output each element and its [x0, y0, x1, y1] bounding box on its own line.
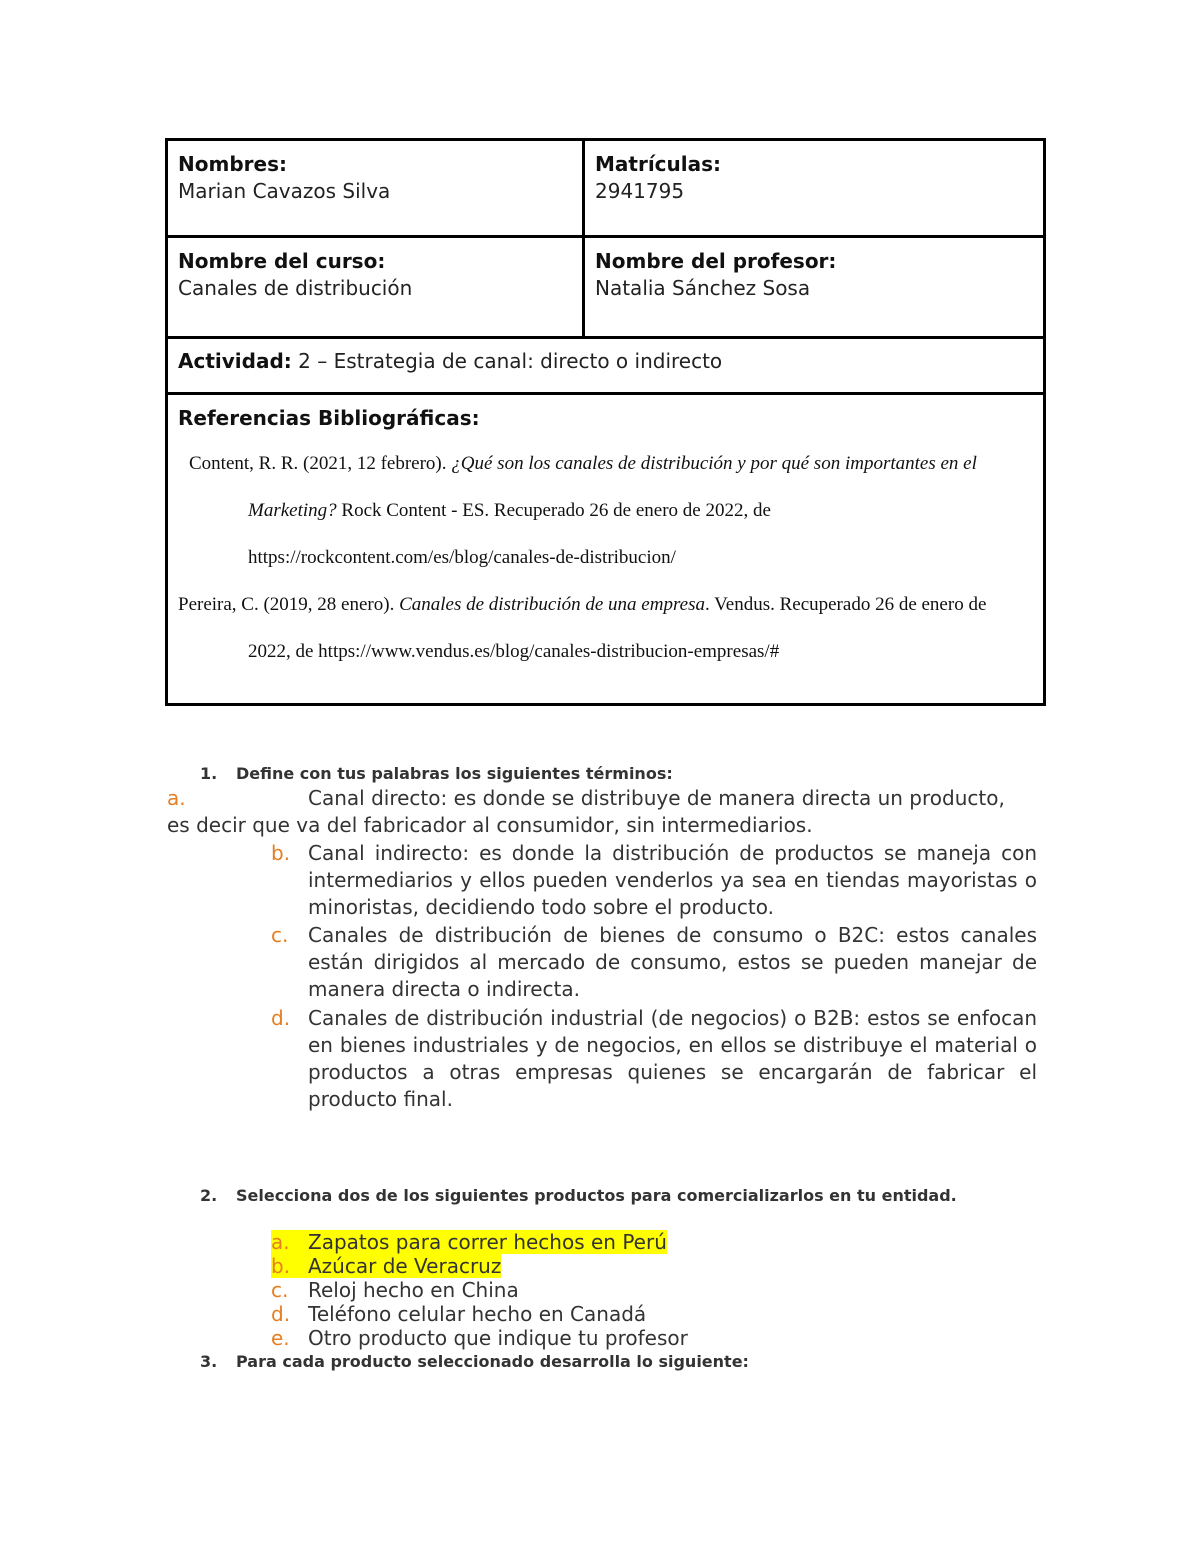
option-text: Otro producto que indique tu profesor	[308, 1326, 688, 1350]
curso-label: Nombre del curso:	[178, 249, 386, 273]
question-1-title: Define con tus palabras los siguientes términos:	[236, 764, 673, 783]
option-letter: e.	[271, 1326, 290, 1350]
reference-2-line-1	[178, 585, 1033, 632]
reference-1-author: Content, R. R. (2021, 12 febrero).	[189, 453, 452, 474]
question-2-heading	[200, 1184, 1040, 1208]
item-text: Canal indirecto: es donde la distribución de productos se maneja con intermediarios y ellos pueden venderlos ya sea en tiendas mayoristas o minoristas, decidiendo todo sobre el producto.	[308, 841, 1037, 919]
item-text: Canales de distribución de bienes de consumo o B2C: estos canales están dirigidos al mercado de consumo, estos se pueden manejar de manera directa o indirecta.	[308, 923, 1037, 1001]
option-text: Teléfono celular hecho en Canadá	[308, 1302, 647, 1326]
reference-1-line-1	[178, 444, 1033, 491]
question-2-number: 2.	[200, 1186, 218, 1205]
reference-1-source: Rock Content - ES. Recuperado 26 de enero de 2022, de	[336, 500, 771, 521]
reference-2-title: Canales de distribución de una empresa	[399, 594, 705, 615]
question-1-heading	[200, 762, 1040, 786]
matriculas-value: 2941795	[595, 179, 685, 203]
reference-2-line-2: 2022, de https://www.vendus.es/blog/canales-distribucion-empresas/#	[248, 641, 780, 662]
question-3-number: 3.	[200, 1352, 218, 1371]
question-1-number: 1.	[200, 764, 218, 783]
item-text-line2: es decir que va del fabricador al consumidor, sin intermediarios.	[167, 813, 813, 837]
nombres-value: Marian Cavazos Silva	[178, 179, 391, 203]
referencias-cell	[167, 394, 1045, 705]
item-text: Canales de distribución industrial (de negocios) o B2B: estos se enfocan en bienes industriales y de negocios, en ellos se distribuye el material o productos a otras empresas quienes se encargarán de fabricar el producto final.	[308, 1006, 1037, 1111]
profesor-value: Natalia Sánchez Sosa	[595, 276, 811, 300]
profesor-label: Nombre del profesor:	[595, 249, 837, 273]
curso-cell	[167, 237, 584, 338]
question-3-heading	[200, 1350, 1040, 1374]
item-letter: a.	[167, 786, 186, 810]
reference-1-title-cont: Marketing?	[248, 500, 337, 521]
option-text: Zapatos para correr hechos en Perú	[308, 1230, 667, 1254]
matriculas-cell	[584, 140, 1045, 237]
info-table	[165, 138, 1046, 706]
nombres-label: Nombres:	[178, 152, 287, 176]
item-text-line1: Canal directo: es donde se distribuye de manera directa un producto,	[308, 786, 1005, 810]
actividad-value: 2 – Estrategia de canal: directo o indirecto	[291, 349, 723, 373]
referencias-label: Referencias Bibliográficas:	[178, 406, 480, 430]
references-list	[178, 444, 1033, 679]
item-letter: b.	[271, 841, 291, 865]
option-text: Reloj hecho en China	[308, 1278, 519, 1302]
option-letter: d.	[271, 1302, 291, 1326]
option-a	[271, 1230, 667, 1254]
option-c	[271, 1278, 519, 1302]
option-b	[271, 1254, 501, 1278]
curso-value: Canales de distribución	[178, 276, 413, 300]
question-3-title: Para cada producto seleccionado desarrolla lo siguiente:	[236, 1352, 749, 1371]
actividad-cell	[167, 338, 1045, 394]
reference-2-author: Pereira, C. (2019, 28 enero).	[178, 594, 400, 615]
nombres-cell	[167, 140, 584, 237]
question-2-title: Selecciona dos de los siguientes productos para comercializarlos en tu entidad.	[236, 1186, 957, 1205]
reference-1-line-3: https://rockcontent.com/es/blog/canales-de-distribucion/	[248, 547, 676, 568]
item-letter: d.	[271, 1006, 291, 1030]
reference-2-source: . Vendus. Recuperado 26 de enero de	[704, 594, 987, 615]
reference-1-title: ¿Qué son los canales de distribución y por qué son importantes en el	[451, 453, 977, 474]
actividad-label: Actividad:	[178, 349, 292, 373]
option-letter: a.	[271, 1230, 308, 1254]
option-letter: b.	[271, 1254, 308, 1278]
list-item-q1-a	[167, 785, 1037, 839]
matriculas-label: Matrículas:	[595, 152, 722, 176]
option-e	[271, 1326, 688, 1350]
item-letter: c.	[271, 923, 289, 947]
option-d	[271, 1302, 646, 1326]
option-letter: c.	[271, 1278, 289, 1302]
option-text: Azúcar de Veracruz	[308, 1254, 502, 1278]
profesor-cell	[584, 237, 1045, 338]
reference-1-line-2	[178, 491, 1033, 538]
